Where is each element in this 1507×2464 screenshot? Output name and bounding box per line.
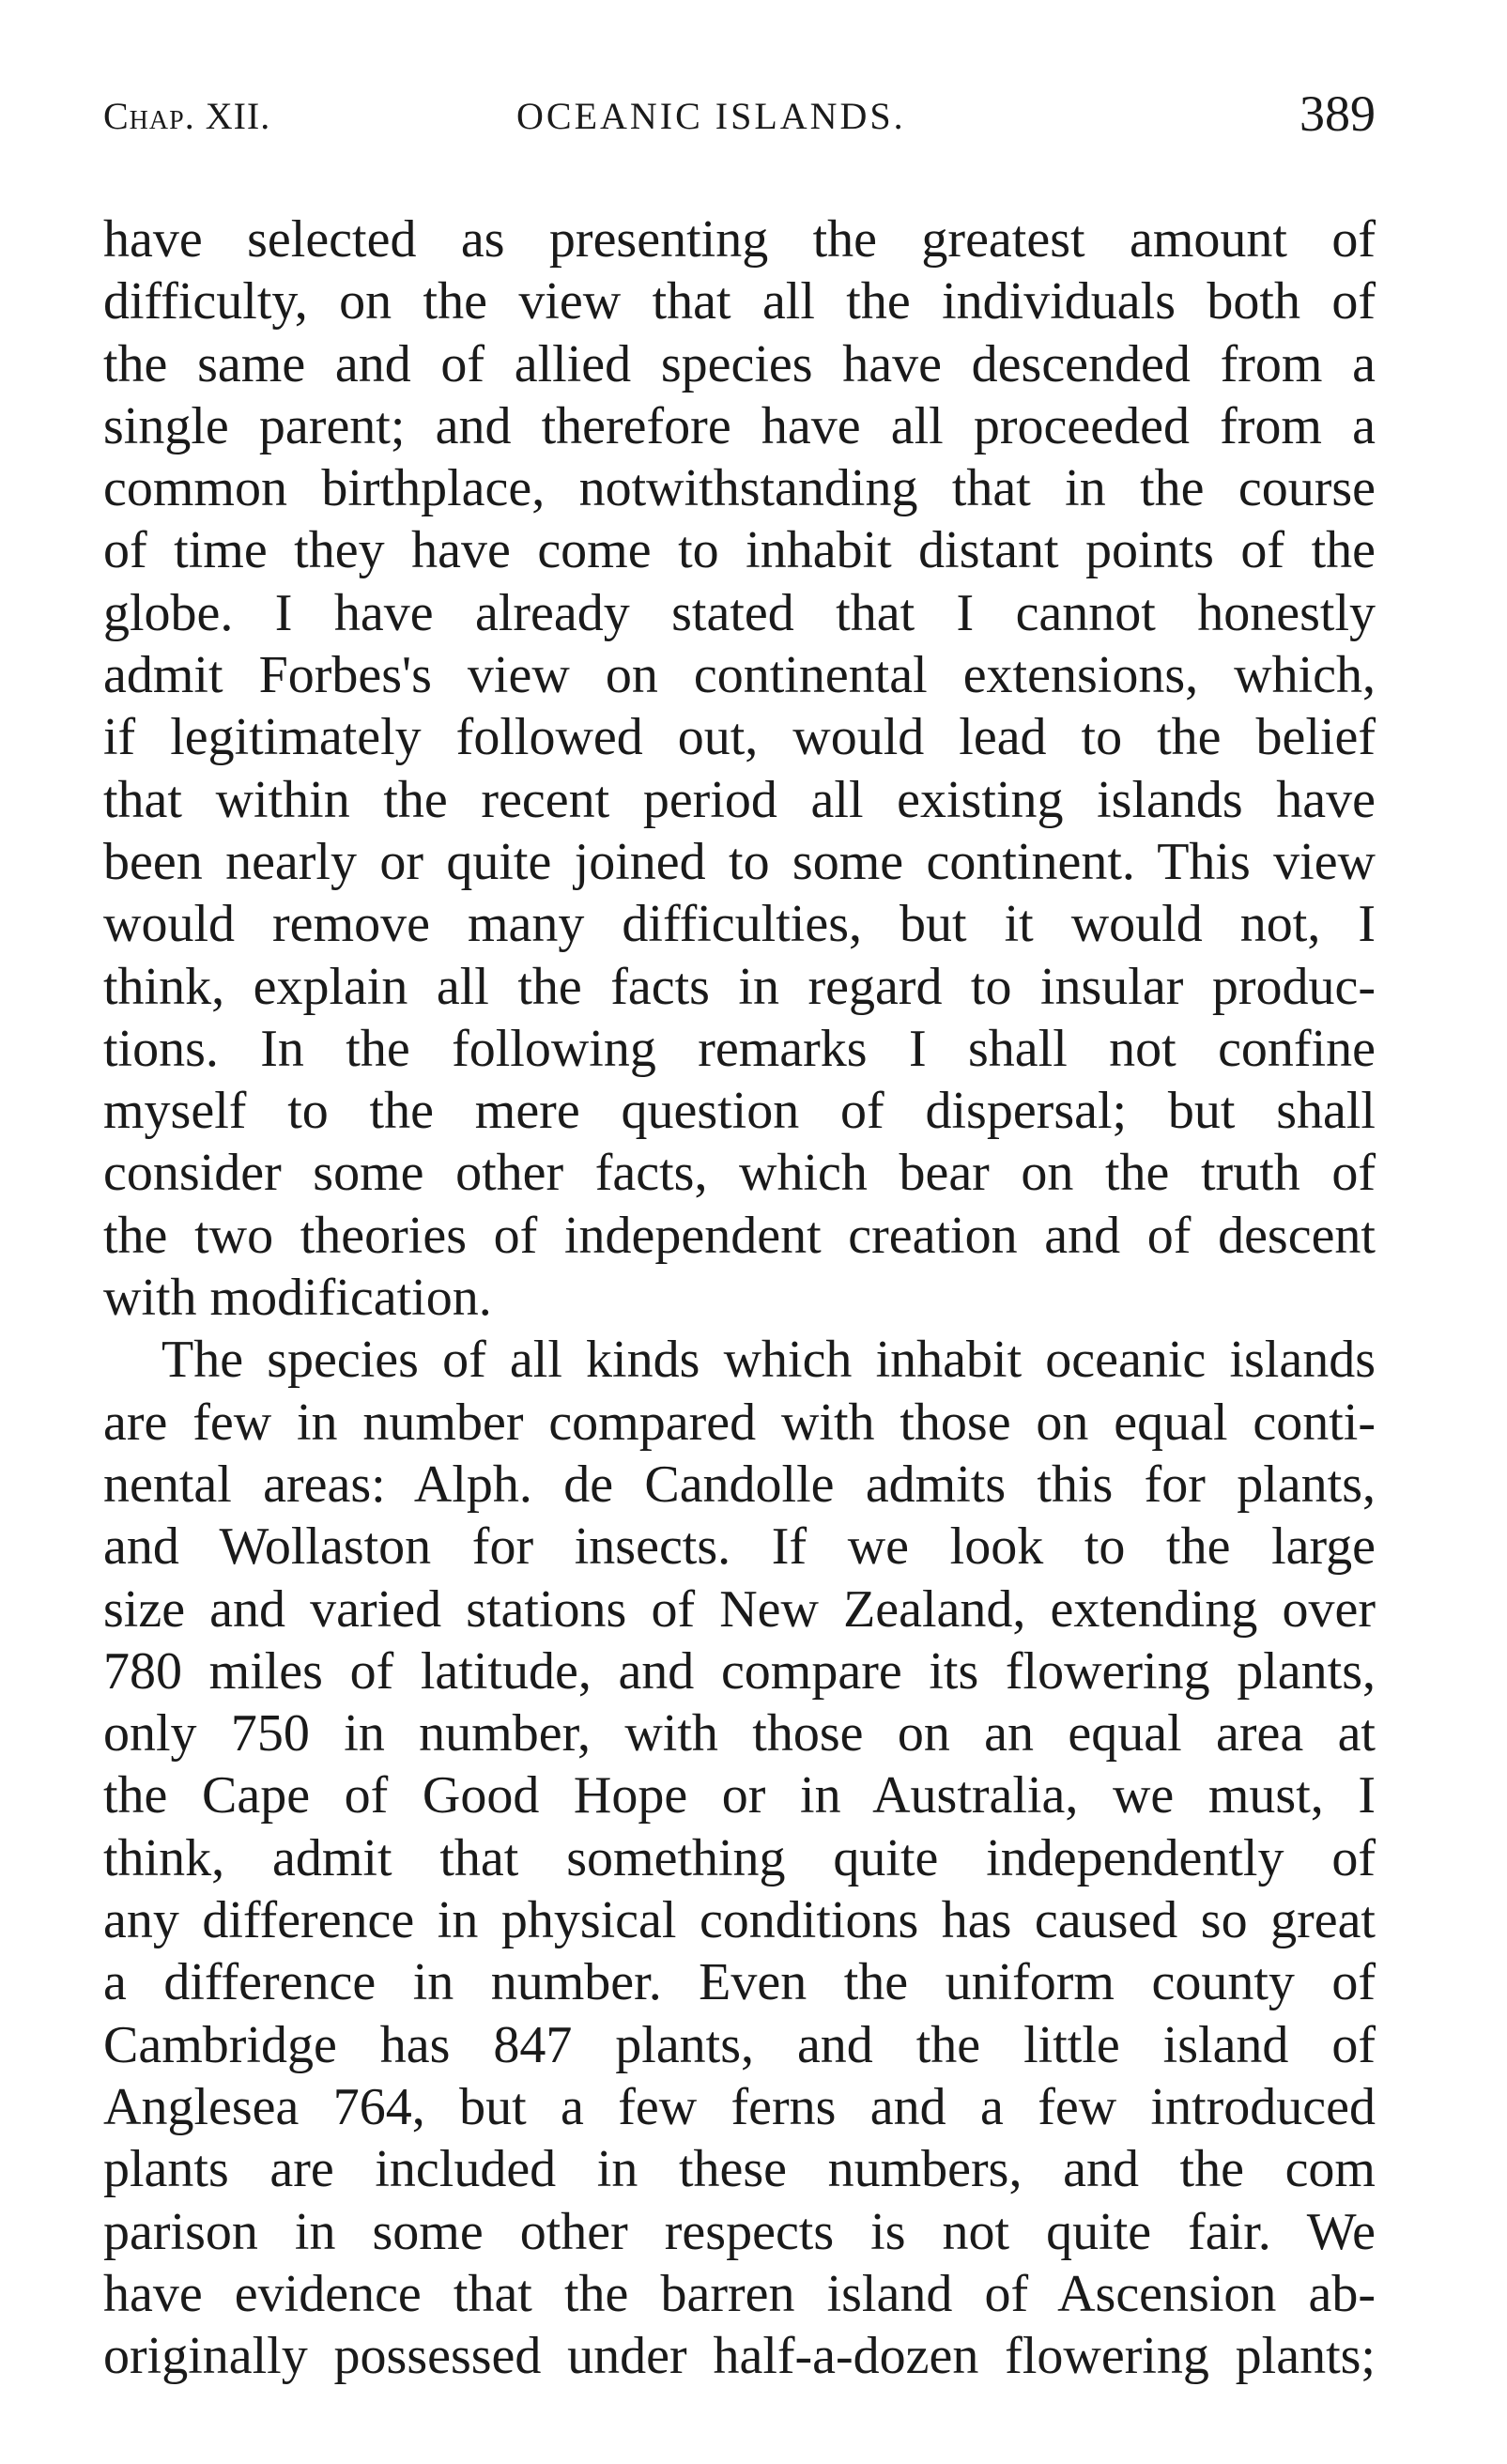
page-number: 389 [1299, 85, 1376, 142]
text-line: originally possessed under half-a-dozen flowering plants; [103, 2327, 1376, 2386]
text-line: only 750 in number, with those on an equal area at [103, 1704, 1376, 1763]
text-line: The species of all kinds which inhabit oceanic islands [161, 1331, 1376, 1390]
text-line: globe. I have already stated that I cannot honestly [103, 583, 1376, 642]
text-line: the Cape of Good Hope or in Australia, we must, I [103, 1766, 1376, 1825]
text-line: 780 miles of latitude, and compare its flowering plants, [103, 1641, 1376, 1701]
text-line: the two theories of independent creation and of descent [103, 1206, 1376, 1265]
paragraph-2 [103, 1329, 1376, 2387]
text-line: are few in number compared with those on equal conti- [103, 1393, 1376, 1452]
text-line: think, admit that something quite independently of [103, 1828, 1376, 1887]
text-line: with modification. [103, 1269, 492, 1328]
text-line: the same and of allied species have descended from a [103, 334, 1376, 393]
text-line: would remove many difficulties, but it would not, I [103, 895, 1376, 954]
text-line: and Wollaston for insects. If we look to the large [103, 1517, 1376, 1577]
text-line: difficulty, on the view that all the individuals both of [103, 272, 1376, 331]
text-line: plants are included in these numbers, and the com [103, 2140, 1376, 2199]
text-line: Cambridge has 847 plants, and the little island of [103, 2015, 1376, 2074]
text-line: been nearly or quite joined to some continent. This view [103, 832, 1376, 891]
text-line: myself to the mere question of dispersal; but shall [103, 1082, 1376, 1141]
text-line: parison in some other respects is not quite fair. We [103, 2202, 1376, 2261]
text-line: have evidence that the barren island of Ascension ab- [103, 2264, 1376, 2323]
text-line: of time they have come to inhabit distant points of the [103, 521, 1376, 580]
text-line: Anglesea 764, but a few ferns and a few introduced [103, 2077, 1376, 2136]
text-line: any difference in physical conditions has caused so great [103, 1891, 1376, 1950]
text-line: if legitimately followed out, would lead to the belief [103, 708, 1376, 767]
text-line: that within the recent period all existing islands have [103, 770, 1376, 829]
text-line: single parent; and therefore have all proceeded from a [103, 396, 1376, 455]
chapter-label: Chap. XII. [103, 95, 271, 137]
body-text [103, 208, 1376, 2387]
text-line: common birthplace, notwithstanding that in the course [103, 459, 1376, 518]
text-line: think, explain all the facts in regard to insular produc- [103, 957, 1376, 1016]
running-head [103, 85, 1376, 160]
page-title: OCEANIC ISLANDS. [516, 95, 906, 137]
text-line: tions. In the following remarks I shall not confine [103, 1019, 1376, 1078]
text-line: a difference in number. Even the uniform county of [103, 1953, 1376, 2012]
text-line: consider some other facts, which bear on the truth of [103, 1144, 1376, 1203]
text-line: have selected as presenting the greatest amount of [103, 210, 1376, 269]
text-line: size and varied stations of New Zealand, extending over [103, 1579, 1376, 1639]
text-line: nental areas: Alph. de Candolle admits this for plants, [103, 1455, 1376, 1514]
paragraph-1 [103, 208, 1376, 1329]
text-line: admit Forbes's view on continental extensions, which, [103, 646, 1376, 705]
